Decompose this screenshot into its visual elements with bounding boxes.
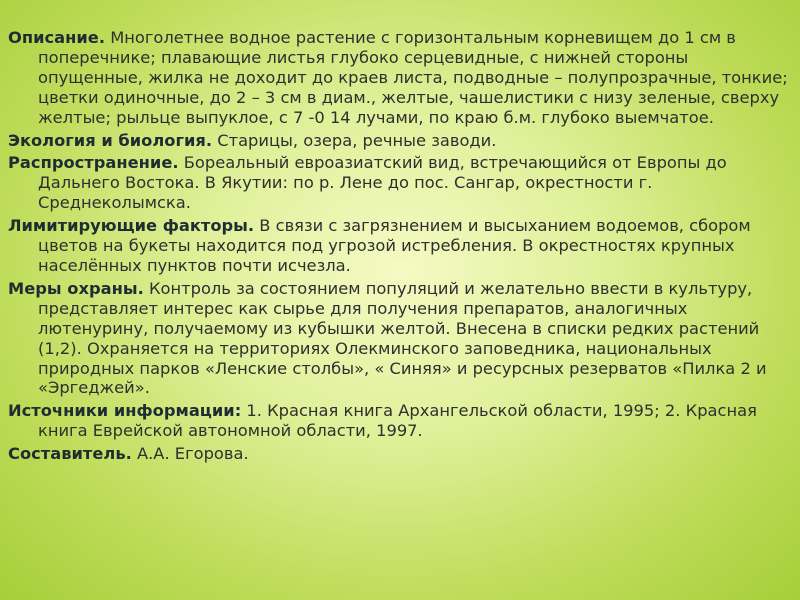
section-text: Контроль за состоянием популяций и желательно ввести в культуру, представляет интерес как сырье для получения препаратов, аналогичных лютенурину, получаемому из кубышки желтой. Внесена в списки редких растений (1,2). Охраняется на территориях Олекминского заповедника, национальных природных парков «Ленские столбы», « Синяя» и ресурсных резерватов «Пилка 2 и «Эргеджей». [38, 278, 767, 398]
section-sources [8, 401, 794, 441]
section-limiting-factors [8, 216, 794, 276]
section-term: Меры охраны. [8, 278, 144, 298]
section-text: А.А. Егорова. [131, 444, 249, 464]
section-text: 1. Красная книга Архангельской области, 1995; 2. Красная книга Еврейской автономной области, 1997. [38, 401, 757, 441]
section-term: Описание. [8, 28, 106, 47]
section-author [8, 444, 794, 464]
section-term: Составитель. [8, 444, 132, 464]
section-protection-measures [8, 279, 794, 398]
section-text: Многолетнее водное растение с горизонтальным корневищем до 1 см в поперечнике; плавающие листья глубоко серцевидные, с нижней стороны опущенные, жилка не доходит до краев листа, подводные – полупрозрачные, тонкие; цветки одиночные, до 2 – 3 см в диам., желтые, чашелистики с низу зеленые, сверху желтые; рыльце выпуклое, с 7 -0 14 лучами, по краю б.м. глубоко выемчатое. [38, 28, 788, 127]
section-description [8, 28, 794, 128]
section-distribution [8, 153, 794, 213]
section-text: Бореальный евроазиатский вид, встречающийся от Европы до Дальнего Востока. В Якутии: по р. Лене до пос. Сангар, окрестности г. Среднеколымска. [38, 153, 727, 213]
section-term: Лимитирующие факторы. [8, 216, 255, 236]
section-ecology [8, 131, 794, 151]
section-text: В связи с загрязнением и высыханием водоемов, сбором цветов на букеты находится под угрозой истребления. В окрестностях крупных населённых пунктов почти исчезла. [38, 216, 751, 275]
section-term: Распространение. [8, 153, 179, 173]
section-text: Старицы, озера, речные заводи. [212, 130, 497, 150]
section-term: Экология и биология. [8, 130, 213, 150]
section-term: Источники информации: [8, 401, 242, 421]
slide-content [8, 28, 794, 467]
